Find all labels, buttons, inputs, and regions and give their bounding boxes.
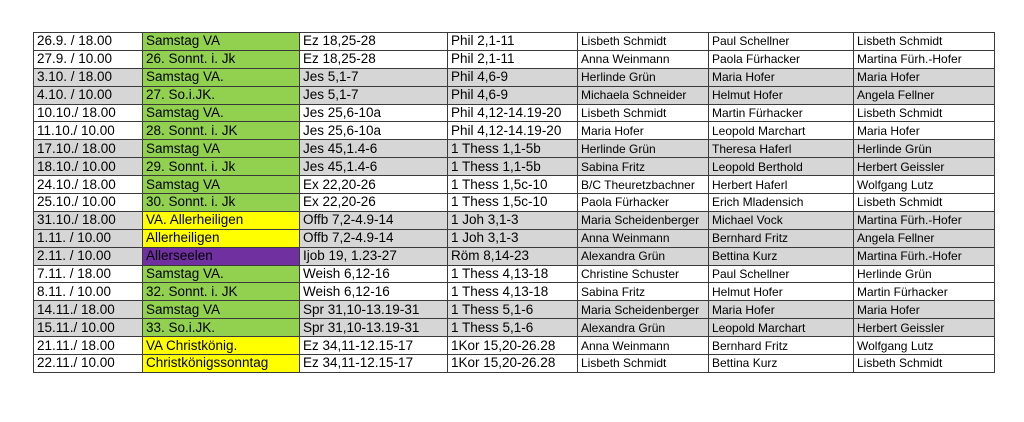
- first-reading-cell: Ez 18,25-28: [300, 33, 448, 51]
- first-reading-cell: Ez 34,11-12.15-17: [300, 355, 448, 373]
- reader-three-cell: Lisbeth Schmidt: [854, 33, 995, 51]
- reader-one-cell: Sabina Fritz: [578, 158, 709, 176]
- first-reading-cell: Ez 18,25-28: [300, 50, 448, 68]
- occasion-cell: 27. So.i.JK.: [143, 86, 300, 104]
- occasion-cell: Samstag VA.: [143, 68, 300, 86]
- second-reading-cell: 1Kor 15,20-26.28: [448, 355, 578, 373]
- reader-three-cell: Martina Fürh.-Hofer: [854, 211, 995, 229]
- second-reading-cell: 1 Thess 4,13-18: [448, 265, 578, 283]
- schedule-row: [34, 301, 995, 319]
- reader-three-cell: Wolfgang Lutz: [854, 337, 995, 355]
- date-time-cell: 25.10./ 10.00: [34, 194, 143, 212]
- reader-two-cell: Leopold Marchart: [709, 122, 854, 140]
- reader-three-cell: Wolfgang Lutz: [854, 176, 995, 194]
- schedule-row: [34, 319, 995, 337]
- first-reading-cell: Ex 22,20-26: [300, 194, 448, 212]
- reader-two-cell: Bettina Kurz: [709, 247, 854, 265]
- schedule-row: [34, 33, 995, 51]
- date-time-cell: 27.9. / 10.00: [34, 50, 143, 68]
- schedule-row: [34, 194, 995, 212]
- reader-three-cell: Angela Fellner: [854, 86, 995, 104]
- second-reading-cell: Röm 8,14-23: [448, 247, 578, 265]
- reader-one-cell: Herlinde Grün: [578, 140, 709, 158]
- date-time-cell: 3.10. / 18.00: [34, 68, 143, 86]
- date-time-cell: 24.10./ 18.00: [34, 176, 143, 194]
- occasion-cell: VA Christkönig.: [143, 337, 300, 355]
- second-reading-cell: 1 Thess 1,5c-10: [448, 176, 578, 194]
- date-time-cell: 10.10./ 18.00: [34, 104, 143, 122]
- reader-three-cell: Martina Fürh.-Hofer: [854, 247, 995, 265]
- second-reading-cell: 1Kor 15,20-26.28: [448, 337, 578, 355]
- occasion-cell: Allerseelen: [143, 247, 300, 265]
- occasion-cell: Samstag VA: [143, 33, 300, 51]
- second-reading-cell: Phil 4,12-14.19-20: [448, 104, 578, 122]
- reader-three-cell: Lisbeth Schmidt: [854, 104, 995, 122]
- second-reading-cell: 1 Thess 1,1-5b: [448, 158, 578, 176]
- service-schedule-table: [33, 32, 995, 373]
- date-time-cell: 7.11. / 18.00: [34, 265, 143, 283]
- reader-two-cell: Leopold Berthold: [709, 158, 854, 176]
- reader-two-cell: Maria Hofer: [709, 68, 854, 86]
- schedule-row: [34, 355, 995, 373]
- reader-one-cell: Christine Schuster: [578, 265, 709, 283]
- schedule-row: [34, 140, 995, 158]
- reader-two-cell: Erich Mladensich: [709, 194, 854, 212]
- first-reading-cell: Jes 45,1.4-6: [300, 158, 448, 176]
- schedule-row: [34, 176, 995, 194]
- date-time-cell: 11.10./ 10.00: [34, 122, 143, 140]
- reader-one-cell: Michaela Schneider: [578, 86, 709, 104]
- reader-one-cell: Paola Fürhacker: [578, 194, 709, 212]
- occasion-cell: Samstag VA: [143, 176, 300, 194]
- second-reading-cell: Phil 4,6-9: [448, 68, 578, 86]
- second-reading-cell: Phil 4,12-14.19-20: [448, 122, 578, 140]
- schedule-row: [34, 50, 995, 68]
- first-reading-cell: Weish 6,12-16: [300, 283, 448, 301]
- reader-one-cell: Maria Scheidenberger: [578, 301, 709, 319]
- reader-three-cell: Angela Fellner: [854, 229, 995, 247]
- reader-two-cell: Paul Schellner: [709, 265, 854, 283]
- reader-three-cell: Maria Hofer: [854, 122, 995, 140]
- occasion-cell: 28. Sonnt. i. JK: [143, 122, 300, 140]
- reader-three-cell: Herlinde Grün: [854, 140, 995, 158]
- first-reading-cell: Offb 7,2-4.9-14: [300, 211, 448, 229]
- reader-two-cell: Martin Fürhacker: [709, 104, 854, 122]
- second-reading-cell: Phil 2,1-11: [448, 33, 578, 51]
- schedule-row: [34, 283, 995, 301]
- first-reading-cell: Ez 34,11-12.15-17: [300, 337, 448, 355]
- schedule-row: [34, 68, 995, 86]
- first-reading-cell: Spr 31,10-13.19-31: [300, 319, 448, 337]
- reader-two-cell: Bernhard Fritz: [709, 337, 854, 355]
- reader-one-cell: Lisbeth Schmidt: [578, 355, 709, 373]
- first-reading-cell: Jes 25,6-10a: [300, 104, 448, 122]
- date-time-cell: 31.10./ 18.00: [34, 211, 143, 229]
- second-reading-cell: Phil 4,6-9: [448, 86, 578, 104]
- second-reading-cell: Phil 2,1-11: [448, 50, 578, 68]
- date-time-cell: 1.11. / 10.00: [34, 229, 143, 247]
- reader-two-cell: Theresa Haferl: [709, 140, 854, 158]
- second-reading-cell: 1 Thess 5,1-6: [448, 301, 578, 319]
- occasion-cell: 29. Sonnt. i. Jk: [143, 158, 300, 176]
- first-reading-cell: Offb 7,2-4.9-14: [300, 229, 448, 247]
- reader-three-cell: Herlinde Grün: [854, 265, 995, 283]
- date-time-cell: 8.11. / 10.00: [34, 283, 143, 301]
- reader-three-cell: Herbert Geissler: [854, 158, 995, 176]
- reader-two-cell: Helmut Hofer: [709, 283, 854, 301]
- first-reading-cell: Ijob 19, 1.23-27: [300, 247, 448, 265]
- reader-one-cell: Alexandra Grün: [578, 319, 709, 337]
- reader-three-cell: Martina Fürh.-Hofer: [854, 50, 995, 68]
- reader-one-cell: Anna Weinmann: [578, 229, 709, 247]
- reader-three-cell: Herbert Geissler: [854, 319, 995, 337]
- occasion-cell: Samstag VA.: [143, 104, 300, 122]
- date-time-cell: 21.11./ 18.00: [34, 337, 143, 355]
- date-time-cell: 17.10./ 18.00: [34, 140, 143, 158]
- occasion-cell: VA. Allerheiligen: [143, 211, 300, 229]
- first-reading-cell: Spr 31,10-13.19-31: [300, 301, 448, 319]
- occasion-cell: Allerheiligen: [143, 229, 300, 247]
- reader-three-cell: Maria Hofer: [854, 301, 995, 319]
- occasion-cell: Samstag VA: [143, 140, 300, 158]
- schedule-row: [34, 229, 995, 247]
- second-reading-cell: 1 Thess 1,5c-10: [448, 194, 578, 212]
- reader-one-cell: Lisbeth Schmidt: [578, 33, 709, 51]
- reader-one-cell: Maria Hofer: [578, 122, 709, 140]
- reader-one-cell: Maria Scheidenberger: [578, 211, 709, 229]
- schedule-row: [34, 122, 995, 140]
- reader-two-cell: Herbert Haferl: [709, 176, 854, 194]
- date-time-cell: 2.11. / 10.00: [34, 247, 143, 265]
- schedule-row: [34, 86, 995, 104]
- first-reading-cell: Ex 22,20-26: [300, 176, 448, 194]
- second-reading-cell: 1 Thess 5,1-6: [448, 319, 578, 337]
- date-time-cell: 4.10. / 10.00: [34, 86, 143, 104]
- first-reading-cell: Jes 45,1.4-6: [300, 140, 448, 158]
- schedule-row: [34, 265, 995, 283]
- occasion-cell: 30. Sonnt. i. Jk: [143, 194, 300, 212]
- reader-three-cell: Lisbeth Schmidt: [854, 355, 995, 373]
- schedule-row: [34, 211, 995, 229]
- second-reading-cell: 1 Joh 3,1-3: [448, 211, 578, 229]
- reader-three-cell: Maria Hofer: [854, 68, 995, 86]
- schedule-row: [34, 158, 995, 176]
- reader-one-cell: Anna Weinmann: [578, 337, 709, 355]
- reader-one-cell: B/C Theuretzbachner: [578, 176, 709, 194]
- reader-one-cell: Herlinde Grün: [578, 68, 709, 86]
- first-reading-cell: Jes 5,1-7: [300, 86, 448, 104]
- first-reading-cell: Weish 6,12-16: [300, 265, 448, 283]
- reader-two-cell: Michael Vock: [709, 211, 854, 229]
- second-reading-cell: 1 Thess 1,1-5b: [448, 140, 578, 158]
- reader-two-cell: Maria Hofer: [709, 301, 854, 319]
- reader-two-cell: Leopold Marchart: [709, 319, 854, 337]
- reader-three-cell: Martin Fürhacker: [854, 283, 995, 301]
- reader-two-cell: Paola Fürhacker: [709, 50, 854, 68]
- reader-one-cell: Anna Weinmann: [578, 50, 709, 68]
- schedule-row: [34, 104, 995, 122]
- occasion-cell: 32. Sonnt. i. JK: [143, 283, 300, 301]
- second-reading-cell: 1 Joh 3,1-3: [448, 229, 578, 247]
- occasion-cell: 33. So.i.JK.: [143, 319, 300, 337]
- date-time-cell: 18.10./ 10.00: [34, 158, 143, 176]
- date-time-cell: 14.11./ 18.00: [34, 301, 143, 319]
- schedule-row: [34, 247, 995, 265]
- schedule-row: [34, 337, 995, 355]
- first-reading-cell: Jes 25,6-10a: [300, 122, 448, 140]
- occasion-cell: 26. Sonnt. i. Jk: [143, 50, 300, 68]
- occasion-cell: Christkönigssonntag: [143, 355, 300, 373]
- occasion-cell: Samstag VA: [143, 301, 300, 319]
- reader-two-cell: Bettina Kurz: [709, 355, 854, 373]
- date-time-cell: 15.11./ 10.00: [34, 319, 143, 337]
- reader-two-cell: Helmut Hofer: [709, 86, 854, 104]
- reader-three-cell: Lisbeth Schmidt: [854, 194, 995, 212]
- reader-one-cell: Alexandra Grün: [578, 247, 709, 265]
- occasion-cell: Samstag VA.: [143, 265, 300, 283]
- date-time-cell: 22.11./ 10.00: [34, 355, 143, 373]
- reader-one-cell: Sabina Fritz: [578, 283, 709, 301]
- reader-one-cell: Lisbeth Schmidt: [578, 104, 709, 122]
- schedule-body: [34, 33, 995, 373]
- second-reading-cell: 1 Thess 4,13-18: [448, 283, 578, 301]
- date-time-cell: 26.9. / 18.00: [34, 33, 143, 51]
- reader-two-cell: Paul Schellner: [709, 33, 854, 51]
- reader-two-cell: Bernhard Fritz: [709, 229, 854, 247]
- first-reading-cell: Jes 5,1-7: [300, 68, 448, 86]
